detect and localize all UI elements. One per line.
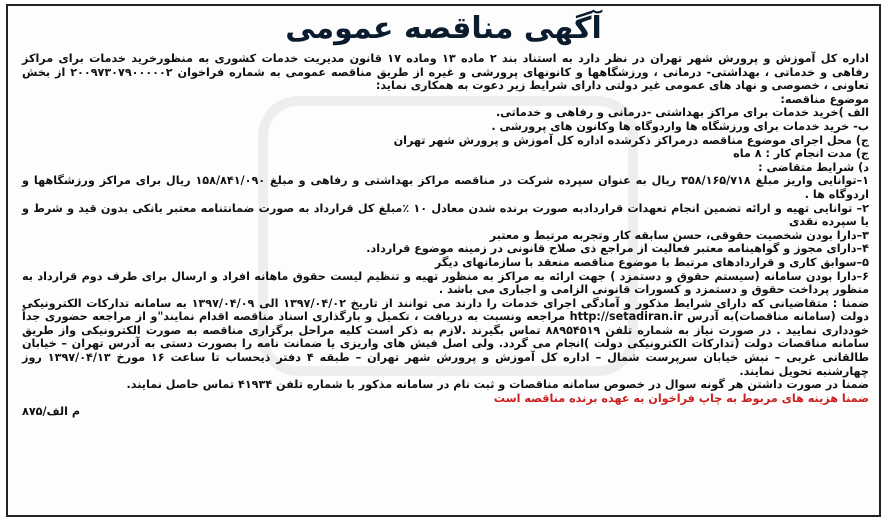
condition-2: ۲– توانایی تهیه و ارائه تضمین انجام تعهدات قراردادبه صورت برنده شدن معادل ۱۰ ٪مبلغ کل قرارداد به صورت ضمانتنامه معتبر بانکی بدون قید و شرط و یا سپرده نقدی: [22, 201, 869, 229]
condition-5: ۵–سوابق کاری و قراردادهای مرتبط با موضوع مناقصه منعقد با سازمانهای دیگر: [434, 255, 869, 269]
conditions-heading: د) شرایط متقاضی :: [758, 160, 869, 174]
contact-paragraph: ضمنا در صورت داشتن هر گونه سوال در خصوص سامانه مناقصات و ثبت نام در سامانه مذکور با شماره تلفن ۴۱۹۳۴ تماس حاصل نمایند.: [126, 378, 869, 392]
instructions-paragraph: ضمنا : متقاضیانی که دارای شرایط مذکور و آمادگی اجرای خدمات را دارند می توانند از تاریخ ۱۳۹۷/۰۴/۰۲ الی ۱۳۹۷/۰۴/۰۹ به سامانه تدارکات الکترونیکی دولت (سامانه مناقصات)به آدرس http://setadiran.ir مراجعه ونسبت به دریافت ، تکمیل و بارگذاری اسناد مناقصه اقدام نمایند"و از مراجعه حضوری جداً خودداری نمایید . در صورت نیاز به شماره تلفن ۸۸۹۵۴۵۱۹ تماس بگیرند .لازم به ذکر است کلیه مراحل برگزاری مناقصه به صورت الکترونیکی واز طریق سامانه مناقصات دولت (تدارکات الکترونیکی دولت )انجام می گردد. ولی اصل فیش های واریزی یا ضمانت نامه را بصورت دستی به آدرس تهران – خیابان طالقانی غربی – نبش خیابان سرپرست شمال – اداره کل آموزش و پرورش شهر تهران – طبقه ۴ دفتر ذیحساب تا ساعت ۱۶ مورخ ۱۳۹۷/۰۴/۱۳ روز چهارشنبه تحویل نمایند.: [22, 296, 870, 378]
reference-code: م الف/۸۷۵: [22, 405, 81, 419]
intro-paragraph: اداره کل آموزش و پرورش شهر تهران در نظر دارد به استناد بند ۲ ماده ۱۳ وماده ۱۷ قانون مدیریت خدمات کشوری به منظورخرید خدمات برای مراکز رفاهی و خدماتی ، بهداشتی- درمانی ، ورزشگاهها و کانونهای پرورشی و غیره از طریق مناقصه عمومی به شماره فراخوان ۲۰۰۹۷۳۰۷۹۰۰۰۰۰۲ از بخش تعاونی ، خصوصی و نهاد های عمومی غیر دولتی دارای شرایط زیر دعوت به همکاری نماید:: [22, 52, 870, 93]
cost-note: ضمنا هزینه های مربوط به چاپ فراخوان به عهده برنده مناقصه است: [493, 391, 869, 405]
condition-4: ۴–دارای مجوز و گواهینامه معتبر فعالیت از مراجع ذی صلاح قانونی در زمینه موضوع قرارداد.: [366, 242, 869, 256]
condition-3: ۳–دارا بودن شخصیت حقوقی، حسن سابقه کار وتجربه مرتبط و معتبر: [489, 228, 869, 242]
notice-body: [22, 52, 869, 513]
subject-heading: موضوع مناقصه:: [780, 92, 869, 106]
tender-notice: [6, 4, 881, 517]
subject-item-a: الف )خرید خدمات برای مراکز بهداشتی -درمانی و رفاهی و خدماتی.: [495, 106, 869, 120]
condition-6: ۶–دارا بودن سامانه (سیستم حقوق و دستمزد ) جهت ارائه به مراکز به منظور تهیه و تنظیم لیست حقوق ماهانه افراد و ارسال برای طرف دوم قرارداد به منظور پرداخت حقوق و دستمزد و کسورات قانونی الزامی و اجباری می باشد .: [22, 269, 869, 297]
condition-1: ۱–توانایی واریز مبلغ ۳۵۸/۱۶۵/۷۱۸ ریال به عنوان سپرده شرکت در مناقصه مراکز بهداشتی و رفاهی و مبلغ ۱۵۸/۸۴۱/۰۹۰ ریال برای مراکز ورزشگاهها و اردوگاه ها .: [22, 174, 869, 201]
subject-item-b: ب- خرید خدمات برای ورزشگاه ها واردوگاه ها وکانون های پرورشی .: [491, 119, 869, 133]
notice-title: آگهی مناقصه عمومی: [285, 11, 602, 46]
location-line: ج) محل اجرای موضوع مناقصه درمراکز ذکرشده اداره کل آموزش و پرورش شهر تهران: [393, 133, 869, 147]
duration-line: ج) مدت انجام کار : ۸ ماه: [733, 147, 869, 161]
